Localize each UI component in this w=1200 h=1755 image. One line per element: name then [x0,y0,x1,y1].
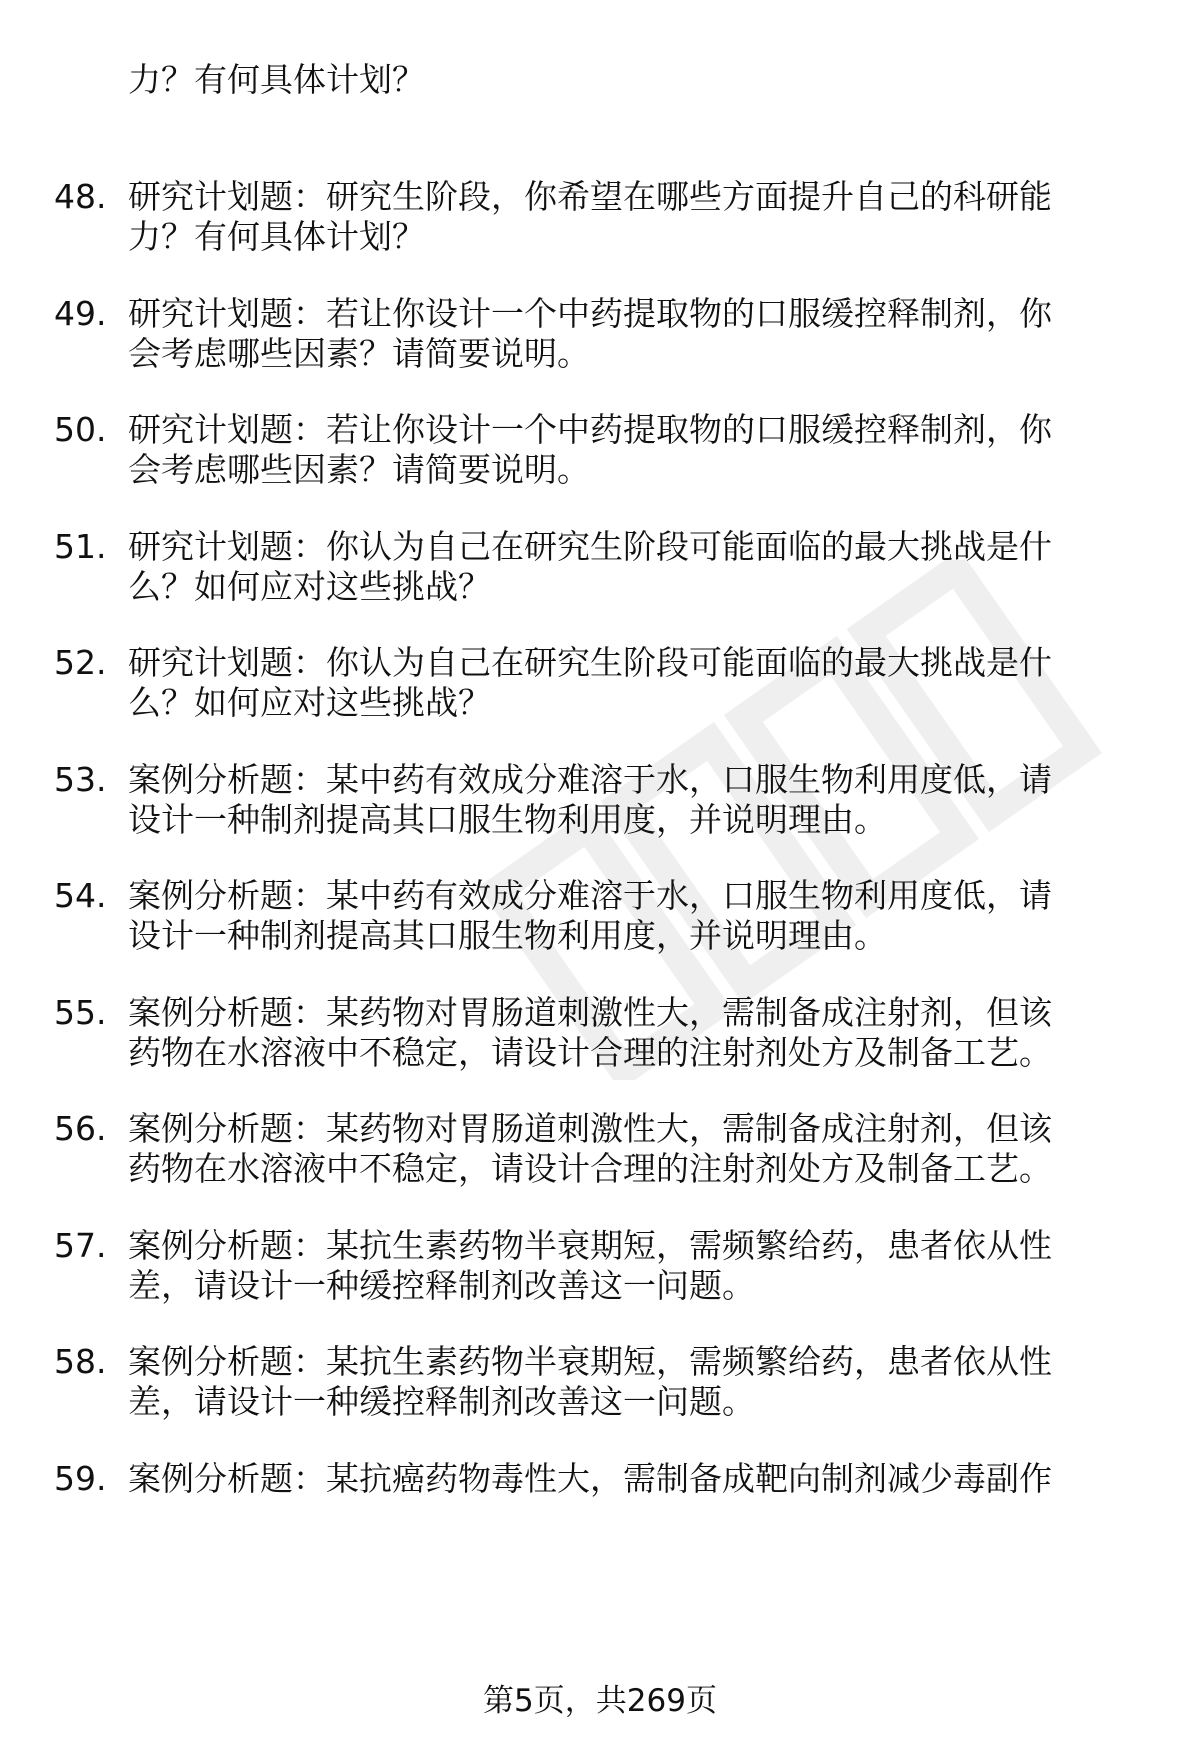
item-text-line: 案例分析题：某中药有效成分难溶于水，口服生物利用度低，请 [128,876,1052,915]
page-footer: 第5页，共269页 [483,1683,717,1719]
item-text-line: 差，请设计一种缓控释制剂改善这一问题。 [128,1382,755,1421]
item-number: 53. [54,760,107,799]
item-text [128,410,1138,490]
item-text-line: 差，请设计一种缓控释制剂改善这一问题。 [128,1266,755,1305]
item-text-line: 研究计划题：研究生阶段，你希望在哪些方面提升自己的科研能 [128,177,1052,216]
item-number: 50. [54,410,107,449]
item-text [128,760,1138,840]
item-text-line: 案例分析题：某抗生素药物半衰期短，需频繁给药，患者依从性 [128,1226,1052,1265]
item-text-line: 案例分析题：某中药有效成分难溶于水，口服生物利用度低，请 [128,760,1052,799]
item-text-line: 案例分析题：某抗癌药物毒性大，需制备成靶向制剂减少毒副作 [128,1459,1052,1498]
item-text [128,177,1138,257]
item-number: 55. [54,993,107,1032]
item-number: 59. [54,1459,107,1498]
item-text-line: 么？如何应对这些挑战？ [128,567,491,606]
item-number: 57. [54,1226,107,1265]
item-number: 48. [54,177,107,216]
item-number: 58. [54,1342,107,1381]
item-text-line: 设计一种制剂提高其口服生物利用度，并说明理由。 [128,800,887,839]
item-text-line: 案例分析题：某药物对胃肠道刺激性大，需制备成注射剂，但该 [128,993,1052,1032]
item-text-line: 设计一种制剂提高其口服生物利用度，并说明理由。 [128,916,887,955]
item-text-line: 研究计划题：你认为自己在研究生阶段可能面临的最大挑战是什 [128,643,1052,682]
item-number: 51. [54,527,107,566]
item-text [128,1342,1138,1422]
item-text-line: 案例分析题：某药物对胃肠道刺激性大，需制备成注射剂，但该 [128,1109,1052,1148]
continuation-line: 力？有何具体计划？ [128,60,425,99]
item-text-line: 研究计划题：若让你设计一个中药提取物的口服缓控释制剂，你 [128,294,1052,333]
item-text-line: 研究计划题：若让你设计一个中药提取物的口服缓控释制剂，你 [128,410,1052,449]
item-text [128,294,1138,374]
item-text [128,527,1138,607]
item-text-line: 会考虑哪些因素？请简要说明。 [128,334,590,373]
item-text [128,1109,1138,1189]
item-text [128,643,1138,723]
item-number: 52. [54,643,107,682]
item-number: 54. [54,876,107,915]
item-text [128,1459,1138,1499]
item-text-line: 么？如何应对这些挑战？ [128,683,491,722]
item-text-line: 研究计划题：你认为自己在研究生阶段可能面临的最大挑战是什 [128,527,1052,566]
item-text-line: 药物在水溶液中不稳定，请设计合理的注射剂处方及制备工艺。 [128,1149,1052,1188]
item-text [128,876,1138,956]
item-text-line: 药物在水溶液中不稳定，请设计合理的注射剂处方及制备工艺。 [128,1033,1052,1072]
item-text [128,993,1138,1073]
item-text-line: 会考虑哪些因素？请简要说明。 [128,450,590,489]
item-number: 56. [54,1109,107,1148]
item-number: 49. [54,294,107,333]
item-text [128,1226,1138,1306]
item-text-line: 案例分析题：某抗生素药物半衰期短，需频繁给药，患者依从性 [128,1342,1052,1381]
item-text-line: 力？有何具体计划？ [128,217,425,256]
